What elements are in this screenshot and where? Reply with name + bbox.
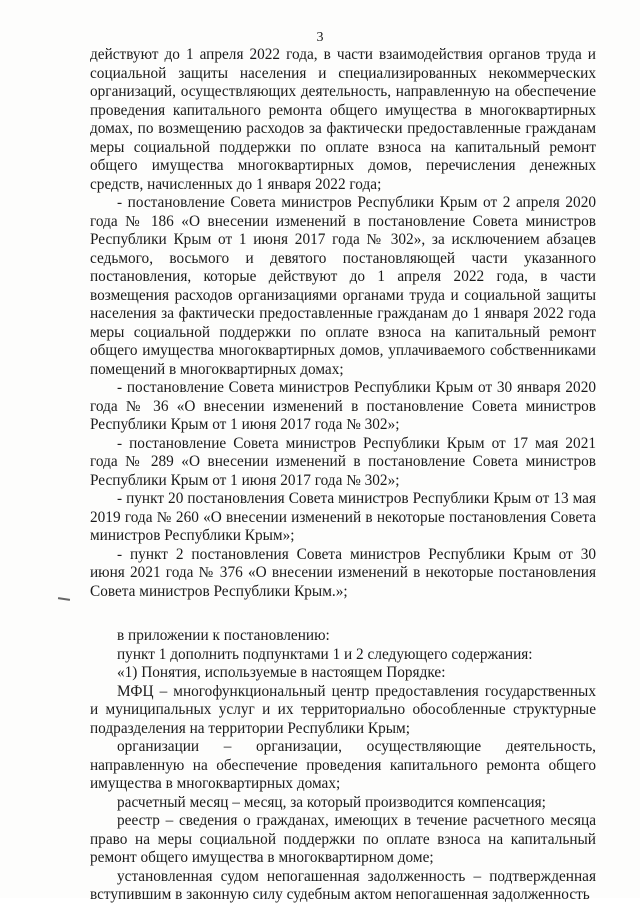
definition-mfc: МФЦ – многофункциональный центр предоставления государственных и муниципальных услуг и их территориально обособленные структурные подразделения на территории Республики Крым; [90,682,596,737]
definition-registry: реестр – сведения о гражданах, имеющих в течение расчетного месяца право на меры социальной поддержки по оплате взноса на капитальный ремонт общего имущества в многоквартирном доме; [90,812,596,866]
list-item-resolution-376: - пункт 2 постановления Совета министров Республики Крым от 30 июня 2021 года № 376 «О внесении изменений в некоторые постановления Совета министров Республики Крым.»; [90,545,596,600]
page-number: 3 [316,30,324,45]
list-item-resolution-289: - постановление Совета министров Республики Крым от 17 мая 2021 года № 289 «О внесении изменений в постановление Совета министров Республики Крым от 1 июня 2017 года № 302»; [90,434,596,489]
list-item-resolution-260: - пункт 20 постановления Совета министров Республики Крым от 13 мая 2019 года № 260 «О внесении изменений в некоторые постановления Совета министров Республики Крым»; [90,490,596,544]
margin-mark [58,597,70,601]
paragraph-appendix: в приложении к постановлению: [117,627,330,644]
list-item-resolution-36: - постановление Совета министров Республики Крым от 30 января 2020 года № 36 «О внесении изменений в постановление Совета министров Республики Крым от 1 июня 2017 года № 302»; [90,379,596,433]
definition-settlement-month: расчетный месяц – месяц, за который производится компенсация; [117,793,546,811]
paragraph-gap [90,601,596,627]
paragraph-definitions-heading: «1) Понятия, используемые в настоящем Порядке: [117,664,446,681]
list-item-resolution-186: - постановление Совета министров Республики Крым от 2 апреля 2020 года № 186 «О внесении изменений в постановление Совета министров Республики Крым от 1 июня 2017 года № 302», за исключением абзацев седьмого, восьмого и девятого постановляющей части указанного постановления, которые действуют до 1 апреля 2022 года, в части возмещения расходов организациями органами труда и социальной защиты населения за фактически предоставленные гражданам до 1 января 2022 года меры социальной поддержки по оплате взноса на капитальный ремонт общего имущества многоквартирных домов, уплачиваемого собственниками помещений в многоквартирных домах; [90,194,596,378]
definition-debt: установленная судом непогашенная задолженность – подтвержденная вступившим в законную силу судебным актом непогашенная задолженность [90,867,596,903]
paragraph-point-1: пункт 1 дополнить подпунктами 1 и 2 следующего содержания: [117,645,533,663]
document-body [90,46,596,905]
paragraph-intro: действуют до 1 апреля 2022 года, в части взаимодействия органов труда и социальной защиты населения и специализированных некоммерческих организаций, осуществляющих деятельность, направленную на обеспечение проведения капитального ремонта общего имущества в многоквартирных домах, по возмещению расходов за фактически предоставленные гражданам меры социальной поддержки по оплате взноса на капитальный ремонт общего имущества многоквартирных домов, перечисления денежных средств, начисленных до 1 января 2022 года; [90,46,596,193]
definition-organizations: организации – организации, осуществляющие деятельность, направленную на обеспечение проведения капитального ремонта общего имущества в многоквартирных домах; [90,738,596,792]
